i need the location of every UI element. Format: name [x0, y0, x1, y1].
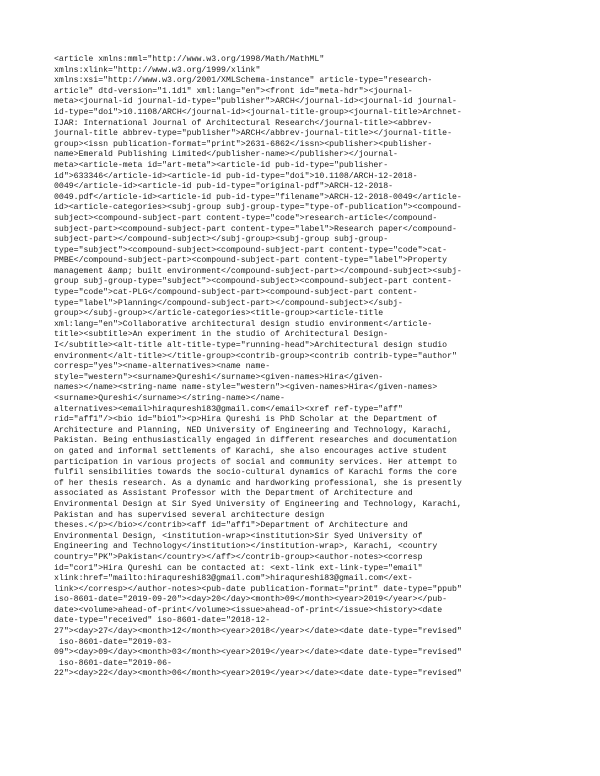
- text-line: <article xmlns:mml="http://www.w3.org/1998/Math/MathML": [54, 55, 325, 64]
- text-line: 22"><day>22</day><month>06</month><year>2019</year></date><date date-type="revised": [54, 669, 462, 679]
- text-line: iso-8601-date="2019-09-20"><day>20</day><month>09</month><year>2019</year></pub-: [54, 595, 448, 605]
- text-line: 0049</article-id><article-id pub-id-type="original-pdf">ARCH-12-2018-: [54, 182, 394, 192]
- text-line: rid="aff1"/><bio id="bio1"><p>Hira Qureshi is PhD Scholar at the Department of: [54, 415, 438, 425]
- text-line: <surname>Qureshi</surname></string-name></name-: [54, 394, 285, 403]
- text-line: alternatives><email>hiraqureshi83@gmail.com</email><xref ref-type="aff": [54, 404, 403, 414]
- text-line: names></name><string-name name-style="western"><given-names>Hira</given-names>: [54, 383, 438, 393]
- text-line: style="western"><surname>Qureshi</surname><given-names>Hira</given-: [54, 372, 384, 382]
- text-line: meta><journal-id journal-id-type="publisher">ARCH</journal-id><journal-id journal-: [54, 97, 457, 107]
- text-line: participation in various projects of social and community services. Her attempt to: [54, 457, 457, 467]
- text-line: Pakistan. Being enthusiastically engaged in different researches and documentation: [54, 436, 457, 446]
- text-line: 09"><day>09</day><month>03</month><year>2019</year></date><date date-type="revised": [54, 648, 462, 658]
- text-line: id><article-categories><subj-group subj-group-type="type-of-publication"><compound-: [54, 203, 462, 213]
- text-line: date><volume>ahead-of-print</volume><issue>ahead-of-print</issue><history><date: [54, 605, 443, 615]
- text-line: 27"><day>27</day><month>12</month><year>2018</year></date><date date-type="revised": [54, 627, 462, 637]
- text-line: group subj-group-type="subject"><compound-subject><compound-subject-part content-: [54, 277, 452, 287]
- text-line: iso-8601-date="2019-03-: [54, 637, 172, 647]
- text-line: type="label">Planning</compound-subject-part></compound-subject></subj-: [54, 298, 403, 308]
- text-line: iso-8601-date="2019-06-: [54, 658, 172, 668]
- text-line: Environmental Design, <institution-wrap><institution>Sir Syed University of: [54, 531, 423, 541]
- text-line: Pakistan and has supervised several architecture design: [54, 510, 325, 520]
- text-line: link></corresp></author-notes><pub-date publication-format="print" date-type="ppub": [54, 584, 462, 594]
- text-line: Environmental Design at Sir Syed University of Engineering and Technology, Karachi,: [54, 499, 462, 509]
- text-line: 0049.pdf</article-id><article-id pub-id-type="filename">ARCH-12-2018-0049</article-: [54, 192, 462, 202]
- text-line: management &amp; built environment</compound-subject-part></compound-subject><subj-: [54, 266, 462, 276]
- text-line: Architecture and Planning, NED University of Engineering and Technology, Karachi,: [54, 425, 452, 435]
- text-line: id">633346</article-id><article-id pub-id-type="doi">10.1108/ARCH-12-2018-: [54, 171, 418, 181]
- text-line: fulfil sensibilities towards the socio-cultural dynamics of Karachi forms the core: [54, 468, 457, 478]
- text-line: group><issn publication-format="print">2631-6862</issn><publisher><publisher-: [54, 139, 433, 149]
- text-line: date-type="received" iso-8601-date="2018-12-: [54, 616, 271, 626]
- text-line: Engineering and Technology</institution></institution-wrap>, Karachi, <country: [54, 542, 438, 552]
- text-line: type="subject"><compound-subject><compound-subject-part content-type="code">cat-: [54, 245, 448, 255]
- xml-source-document: [54, 55, 554, 680]
- text-line: journal-title abbrev-type="publisher">ARCH</abbrev-journal-title></journal-title-: [54, 129, 452, 139]
- text-line: country="PK">Pakistan</country></aff></contrib-group><author-notes><corresp: [54, 552, 423, 562]
- text-line: environment</alt-title></title-group><contrib-group><contrib contrib-type="author": [54, 351, 457, 361]
- text-line: subject-part></compound-subject></subj-group><subj-group subj-group-: [54, 235, 389, 245]
- text-line: xmlns:xlink="http://www.w3.org/1999/xlink": [54, 65, 261, 75]
- text-line: I</subtitle><alt-title alt-title-type="running-head">Architectural design studio: [54, 341, 448, 351]
- text-line: type="code">cat-PLG</compound-subject-part><compound-subject-part content-: [54, 288, 418, 298]
- text-line: subject-part><compound-subject-part content-type="label">Research paper</compound-: [54, 224, 457, 234]
- text-line: associated as Assistant Professor with the Department of Architecture and: [54, 489, 413, 499]
- text-line: IJAR: International Journal of Architectural Research</journal-title><abbrev-: [54, 118, 433, 128]
- text-line: id-type="doi">10.1108/ARCH</journal-id><journal-title-group><journal-title>Archnet-: [54, 107, 462, 117]
- text-line: group></subj-group></article-categories><title-group><article-title: [54, 309, 384, 319]
- text-line: xmlns:xsi="http://www.w3.org/2001/XMLSchema-instance" article-type="research-: [54, 76, 433, 86]
- text-line: article" dtd-version="1.1d1" xml:lang="en"><front id="meta-hdr"><journal-: [54, 86, 413, 96]
- text-line: of her thesis research. As a dynamic and hardworking professional, she is presently: [54, 478, 462, 488]
- text-line: subject><compound-subject-part content-type="code">research-article</compound-: [54, 213, 438, 223]
- text-line: theses.</p></bio></contrib><aff id="aff1">Department of Architecture and: [54, 521, 408, 531]
- text-line: name>Emerald Publishing Limited</publisher-name></publisher></journal-: [54, 150, 398, 160]
- text-line: title><subtitle>An experiment in the studio of Architectural Design-: [54, 330, 389, 340]
- text-line: xml:lang="en">Collaborative architectural design studio environment</article-: [54, 319, 433, 329]
- text-line: id="cor1">Hira Qureshi can be contacted at: <ext-link ext-link-type="email": [54, 563, 423, 573]
- text-line: xlink:href="mailto:hiraqureshi83@gmail.com">hiraqureshi83@gmail.com</ext-: [54, 574, 413, 584]
- text-line: on gated and informal settlements of Karachi, she also encourages active student: [54, 446, 448, 456]
- text-line: corresp="yes"><name-alternatives><name name-: [54, 362, 271, 372]
- text-line: meta><article-meta id="art-meta"><article-id pub-id-type="publisher-: [54, 160, 389, 170]
- text-line: PMBE</compound-subject-part><compound-subject-part content-type="label">Property: [54, 256, 448, 266]
